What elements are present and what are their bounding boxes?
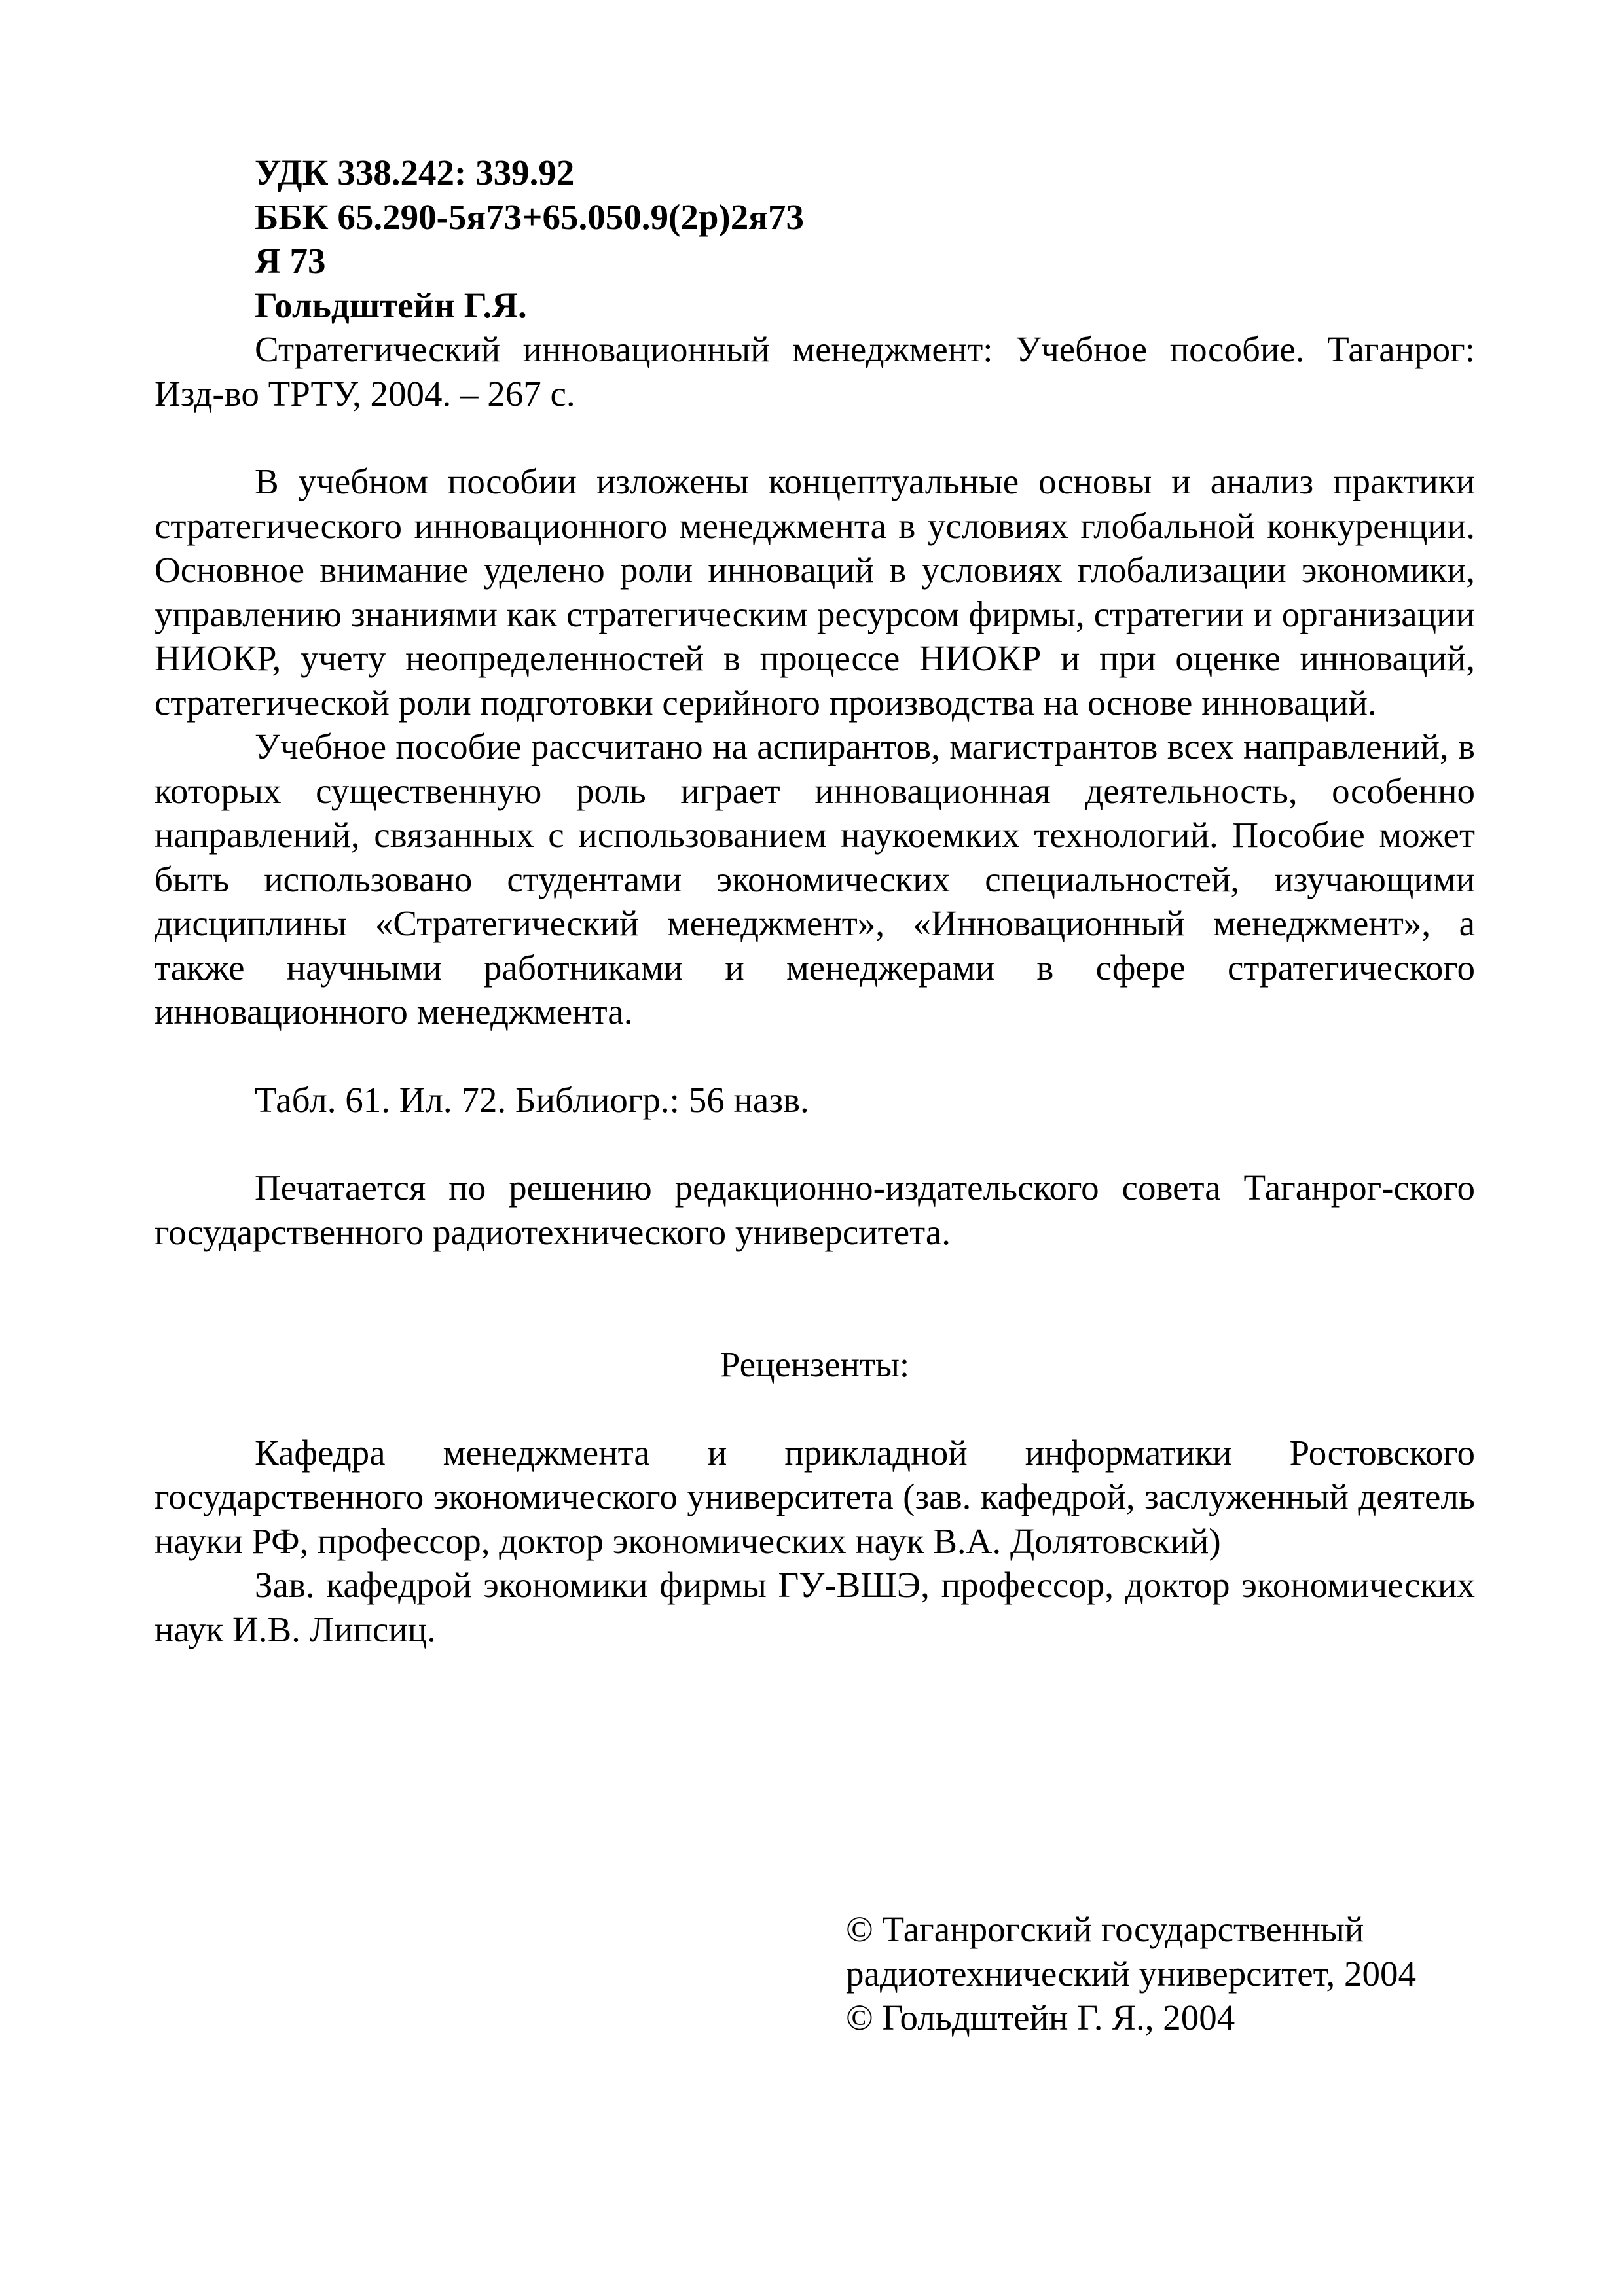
publication-note: Печатается по решению редакционно-издательского совета Таганрог-ского государственного радиотехнического университета. [155,1168,1475,1252]
copyright-line-2: радиотехнический университет, 2004 [846,1953,1417,1994]
author-name: Гольдштейн Г.Я. [255,285,527,325]
copyright-line-3: © Гольдштейн Г. Я., 2004 [846,1998,1235,2037]
udk-code: УДК 338.242: 339.92 [255,152,575,192]
abstract-paragraph-1: В учебном пособии изложены концептуальные основы и анализ практики стратегического инновационного менеджмента в условиях глобальной конкуренции. Основное внимание уделено роли инноваций в условиях глобализации экономики, управлению знаниями как стратегическим ресурсом фирмы, стратегии и организации НИОКР, учету неопределенностей в процессе НИОКР и при оценке инноваций, стратегической роли подготовки серийного производства на основе инноваций. [155,461,1475,723]
reviewers-heading: Рецензенты: [720,1344,910,1384]
catalog-code: Я 73 [255,241,326,281]
abstract-paragraph-2: Учебное пособие рассчитано на аспирантов, магистрантов всех направлений, в которых существенную роль играет инновационная деятельность, особенно направлений, связанных с использованием наукоемких технологий. Пособие может быть использовано студентами экономических специальностей, изучающими дисциплины «Стратегический менеджмент», «Инновационный менеджмент», а также научными работниками и менеджерами в сфере стратегического инновационного менеджмента. [155,726,1475,1031]
bibliographic-header [155,151,1475,327]
copyright-block [846,1907,1416,2040]
reviewer-2: Зав. кафедрой экономики фирмы ГУ-ВШЭ, профессор, доктор экономических наук И.В. Липсиц. [155,1565,1475,1649]
bbk-code: ББК 65.290-5я73+65.050.9(2р)2я73 [255,196,804,237]
citation-line: Стратегический инновационный менеджмент: Учебное пособие. Таганрог: Изд-во ТРТУ, 2004. – 267 с. [155,329,1475,414]
copyright-line-1: © Таганрогский государственный [846,1909,1364,1949]
reviewer-1: Кафедра менеджмента и прикладной информатики Ростовского государственного экономического университета (зав. кафедрой, заслуженный деятель науки РФ, профессор, доктор экономических наук В.А. Долятовский) [155,1432,1475,1561]
stats-line: Табл. 61. Ил. 72. Библиогр.: 56 назв. [255,1079,809,1120]
page-body [155,151,1475,1651]
